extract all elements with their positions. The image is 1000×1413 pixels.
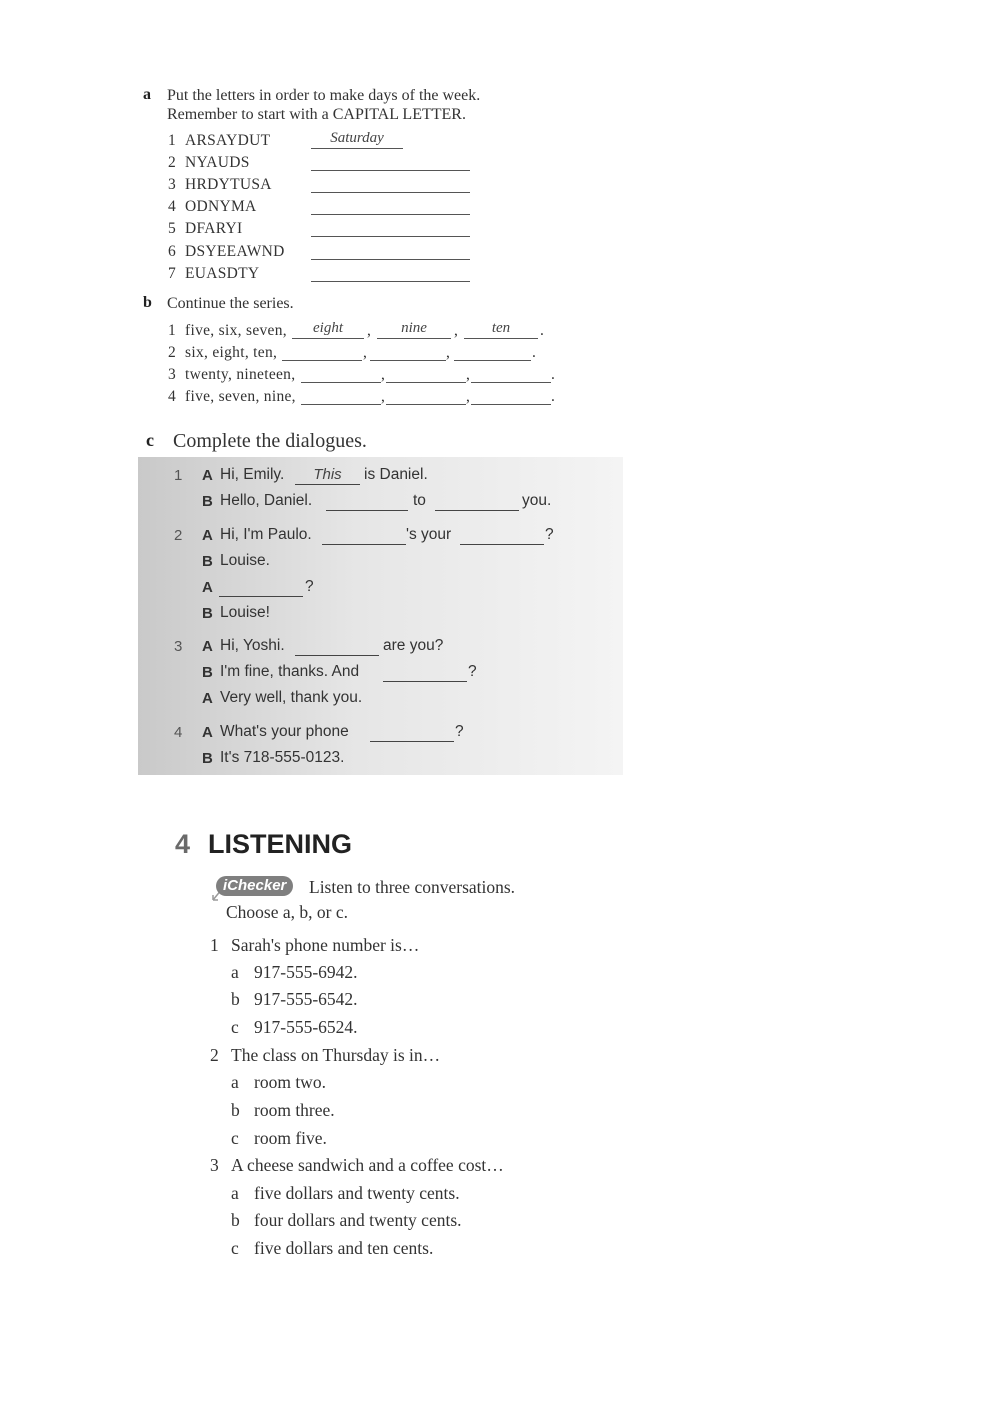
question-number: 2 [210,1045,219,1065]
answer-blank[interactable] [460,526,544,545]
speaker-label: A [202,527,213,544]
option-text[interactable]: five dollars and twenty cents. [254,1183,460,1203]
speaker-label: A [202,467,213,484]
answer-text: nine [401,320,427,336]
question-number: 3 [210,1155,219,1175]
answer-blank[interactable] [311,152,470,171]
answer-blank[interactable] [386,364,466,383]
comma: , [454,322,459,339]
speaker-label: B [202,605,213,622]
answer-blank[interactable] [471,386,551,405]
item-number: 4 [168,198,177,215]
dialogue-text: you. [522,492,552,509]
speaker-label: B [202,553,213,570]
option-text[interactable]: four dollars and twenty cents. [254,1210,462,1230]
section-title: LISTENING [208,829,353,859]
question-text: A cheese sandwich and a coffee cost… [231,1155,504,1175]
item-number: 5 [168,220,177,237]
dialogue-number: 1 [174,467,183,484]
dialogue-text: ? [468,663,477,680]
answer-blank[interactable] [383,663,467,682]
series-text: five, seven, nine, [185,388,296,405]
series-text: six, eight, ten, [185,344,278,361]
answer-blank[interactable] [301,364,381,383]
answer-blank[interactable] [295,637,379,656]
answer-blank[interactable] [386,386,466,405]
answer-blank[interactable] [326,492,408,511]
answer-blank[interactable] [322,526,406,545]
option-text[interactable]: 917-555-6524. [254,1017,358,1037]
dialogue-text: Louise! [220,604,270,621]
item-number: 3 [168,176,177,193]
option-text[interactable]: five dollars and ten cents. [254,1238,434,1258]
period: . [551,366,556,383]
section-c-letter: c [146,430,154,450]
item-number: 3 [168,366,177,383]
item-number: 7 [168,265,177,282]
speaker-label: B [202,493,213,510]
dialogue-text: 's your [406,526,452,543]
dialogue-text: Louise. [220,552,270,569]
scrambled-word: DSYEEAWND [185,243,285,260]
dialogue-text: are you? [383,637,444,654]
dialogue-text: to [413,492,426,509]
scrambled-word: EUASDTY [185,265,260,282]
answer-blank[interactable] [435,492,519,511]
dialogue-text: I'm fine, thanks. And [220,663,360,680]
question-text: Sarah's phone number is… [231,935,420,955]
comma: , [381,388,386,405]
option-letter[interactable]: c [231,1238,239,1258]
speaker-label: A [202,579,213,596]
scrambled-word: DFARYI [185,220,243,237]
answer-blank[interactable] [295,466,360,485]
item-number: 2 [168,154,177,171]
answer-blank[interactable] [370,723,454,742]
dialogue-number: 2 [174,527,183,544]
scrambled-word: NYAUDS [185,154,250,171]
scrambled-word: HRDYTUSA [185,176,272,193]
option-letter[interactable]: c [231,1128,239,1148]
dialogue-number: 3 [174,638,183,655]
section-a-instruction-2: Remember to start with a CAPITAL LETTER. [167,106,466,123]
section-b-instruction: Continue the series. [167,295,294,312]
listening-instruction-1: Listen to three conversations. [309,877,516,897]
answer-blank[interactable] [311,263,470,282]
answer-blank[interactable] [311,218,470,237]
item-number: 4 [168,388,177,405]
option-letter[interactable]: b [231,989,240,1009]
item-number: 6 [168,243,177,260]
answer-blank[interactable] [464,320,538,339]
dialogue-text: Very well, thank you. [220,689,363,706]
option-text[interactable]: 917-555-6942. [254,962,358,982]
period: . [532,344,537,361]
answer-blank[interactable] [454,342,531,361]
section-number: 4 [175,829,191,859]
dialogue-text: ? [545,526,554,543]
dialogue-text: What's your phone [220,723,349,740]
answer-text: eight [313,320,343,336]
option-text[interactable]: room two. [254,1072,326,1092]
answer-blank[interactable] [292,320,364,339]
item-number: 2 [168,344,177,361]
item-number: 1 [168,322,177,339]
answer-text: Saturday [330,130,384,146]
dialogue-text: Hi, Emily. [220,466,285,483]
comma: , [363,344,368,361]
scrambled-word: ODNYMA [185,198,257,215]
series-text: five, six, seven, [185,322,287,339]
dialogue-number: 4 [174,724,183,741]
speaker-label: B [202,664,213,681]
listening-instruction-2: Choose a, b, or c. [226,902,348,922]
option-letter[interactable]: a [231,962,239,982]
dialogue-text: Hi, Yoshi. [220,637,285,654]
answer-blank[interactable] [311,130,403,149]
comma: , [466,388,471,405]
answer-blank[interactable] [219,578,303,597]
dialogue-text: Hi, I'm Paulo. [220,526,312,543]
series-text: twenty, nineteen, [185,366,296,383]
answer-blank[interactable] [311,241,470,260]
answer-blank[interactable] [377,320,451,339]
option-letter[interactable]: c [231,1017,239,1037]
comma: , [446,344,451,361]
comma: , [381,366,386,383]
speaker-label: B [202,750,213,767]
answer-blank[interactable] [311,174,470,193]
answer-blank[interactable] [282,342,362,361]
scrambled-word: ARSAYDUT [185,132,271,149]
option-letter[interactable]: a [231,1183,239,1203]
answer-blank[interactable] [370,342,446,361]
dialogue-text: It's 718-555-0123. [220,749,345,766]
ichecker-badge[interactable]: iChecker [216,876,293,896]
question-text: The class on Thursday is in… [231,1045,441,1065]
dialogue-text: is Daniel. [364,466,428,483]
answer-blank[interactable] [301,386,381,405]
answer-text: This [313,466,342,483]
option-letter[interactable]: b [231,1100,240,1120]
comma: , [367,322,372,339]
answer-blank[interactable] [311,196,470,215]
section-a-instruction-1: Put the letters in order to make days of the week. [167,87,481,104]
section-b-letter: b [143,294,152,311]
option-letter[interactable]: a [231,1072,239,1092]
answer-blank[interactable] [471,364,551,383]
dialogue-text: Hello, Daniel. [220,492,313,509]
answer-text: ten [491,320,511,336]
option-text[interactable]: 917-555-6542. [254,989,358,1009]
speaker-label: A [202,724,213,741]
period: . [540,322,545,339]
dialogue-text: ? [305,578,314,595]
item-number: 1 [168,132,177,149]
dialogue-text: ? [455,723,464,740]
section-c-instruction: Complete the dialogues. [173,430,367,452]
period: . [551,388,556,405]
section-a-letter: a [143,86,151,103]
comma: , [466,366,471,383]
question-number: 1 [210,935,219,955]
speaker-label: A [202,638,213,655]
option-text[interactable]: room three. [254,1100,335,1120]
option-text[interactable]: room five. [254,1128,327,1148]
option-letter[interactable]: b [231,1210,240,1230]
speaker-label: A [202,690,213,707]
